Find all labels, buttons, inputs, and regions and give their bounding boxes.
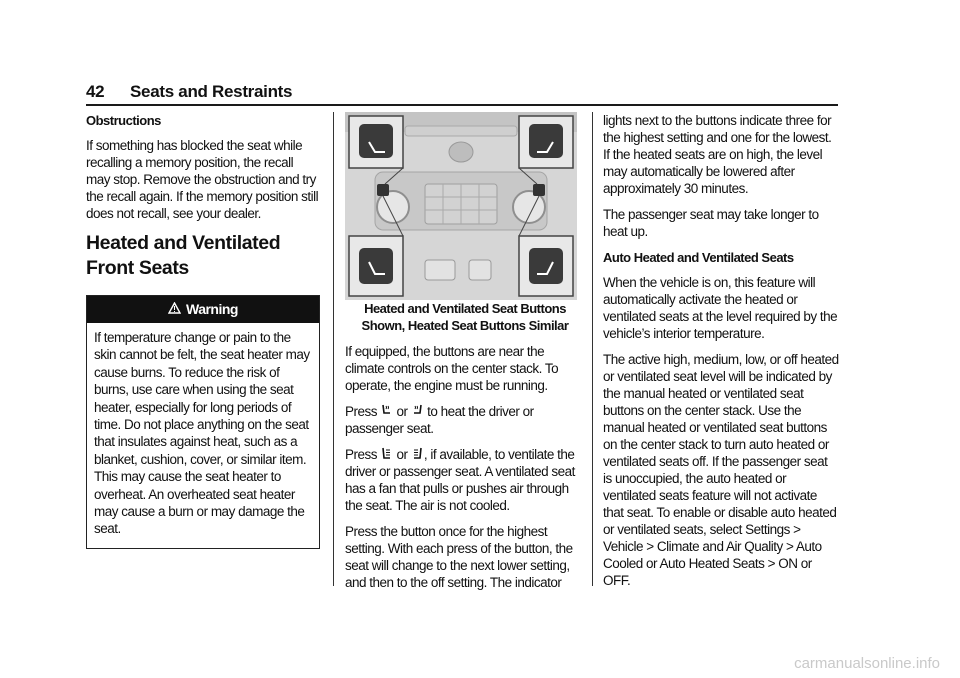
obstructions-text: If something has blocked the seat while recalling a memory position, the recall may stop. Remove the obstruction and try the recall again. If the memory position still does not recall, see your dealer. [86, 138, 319, 221]
or-word: or [396, 447, 408, 462]
ventilated-seat-driver-icon [381, 447, 392, 461]
col2-paragraph-4: Press the button once for the highest setting. With each press of the button, the seat will change to the next lower setting, and then to the off setting. The indicator [345, 524, 573, 590]
col2-paragraph-3 [345, 446, 585, 514]
auto-seats-subtitle: Auto Heated and Ventilated Seats [603, 250, 794, 265]
ventilated-seat-passenger-icon [412, 447, 423, 461]
warning-header [87, 296, 319, 323]
col3-paragraph-1: lights next to the buttons indicate three for the highest setting and one for the lowest. If the heated seats are on high, the level may automatically be lowered after approximately 30 minutes. [603, 113, 832, 196]
column-divider-left [333, 112, 334, 586]
warning-text: If temperature change or pain to the skin cannot be felt, the seat heater may cause burns. To reduce the risk of burns, use care when using the seat heater, especially for long periods of time. Do not place anything on the seat that insulates against heat, such as a blanket, cushion, cover, or similar item. This may cause the seat heater to overheat. An overheated seat heater may cause a burn or may damage the seat. [94, 330, 310, 537]
press-word: Press [345, 404, 378, 419]
column-3 [603, 112, 839, 598]
seat-buttons-figure [345, 112, 577, 300]
page-header [86, 82, 838, 106]
warning-icon [168, 296, 181, 323]
column-divider-right [592, 112, 593, 586]
section-title: Seats and Restraints [130, 82, 293, 101]
section-heading: Heated and Ventilated Front Seats [86, 232, 281, 279]
warning-box [86, 295, 320, 549]
or-word: or [396, 404, 408, 419]
col3-paragraph-3: When the vehicle is on, this feature will automatically activate the heated or ventilated seats at the level required by the vehicle’s interior temperature. [603, 275, 838, 341]
obstructions-title: Obstructions [86, 113, 161, 128]
col2-paragraph-2 [345, 403, 585, 437]
page-number: 42 [86, 82, 105, 101]
col2-paragraph-1: If equipped, the buttons are near the climate controls on the center stack. To operate, the engine must be running. [345, 344, 559, 393]
heat-instruction: to heat the driver or passenger seat. [345, 404, 534, 436]
warning-label: Warning [186, 301, 238, 317]
column-2 [345, 112, 585, 600]
figure-caption: Heated and Ventilated Seat Buttons Shown, Heated Seat Buttons Similar [361, 301, 569, 333]
column-1 [86, 112, 320, 549]
heated-seat-passenger-icon [412, 404, 423, 418]
press-word: Press [345, 447, 378, 462]
col3-paragraph-4: The active high, medium, low, or off heated or ventilated seat level will be indicated by the manual heated or ventilated seat buttons on the center stack. Use the manual heated or ventilated seat buttons on the center stack to turn auto heated or ventilated seats off. If the passenger seat is unoccupied, the auto heated or ventilated seats feature will not activate that seat. To enable or disable auto heated or ventilated seats, select Settings > Vehicle > Climate and Air Quality > Auto Cooled or Auto Heated Seats > ON or OFF. [603, 352, 839, 588]
col3-paragraph-2: The passenger seat may take longer to heat up. [603, 207, 819, 239]
watermark: carmanualsonline.info [794, 655, 940, 672]
heated-seat-driver-icon [381, 404, 392, 418]
ventilate-instruction: , if available, to ventilate the driver or passenger seat. A ventilated seat has a fan that pulls or pushes air through the seat. The air is not cooled. [345, 447, 575, 513]
